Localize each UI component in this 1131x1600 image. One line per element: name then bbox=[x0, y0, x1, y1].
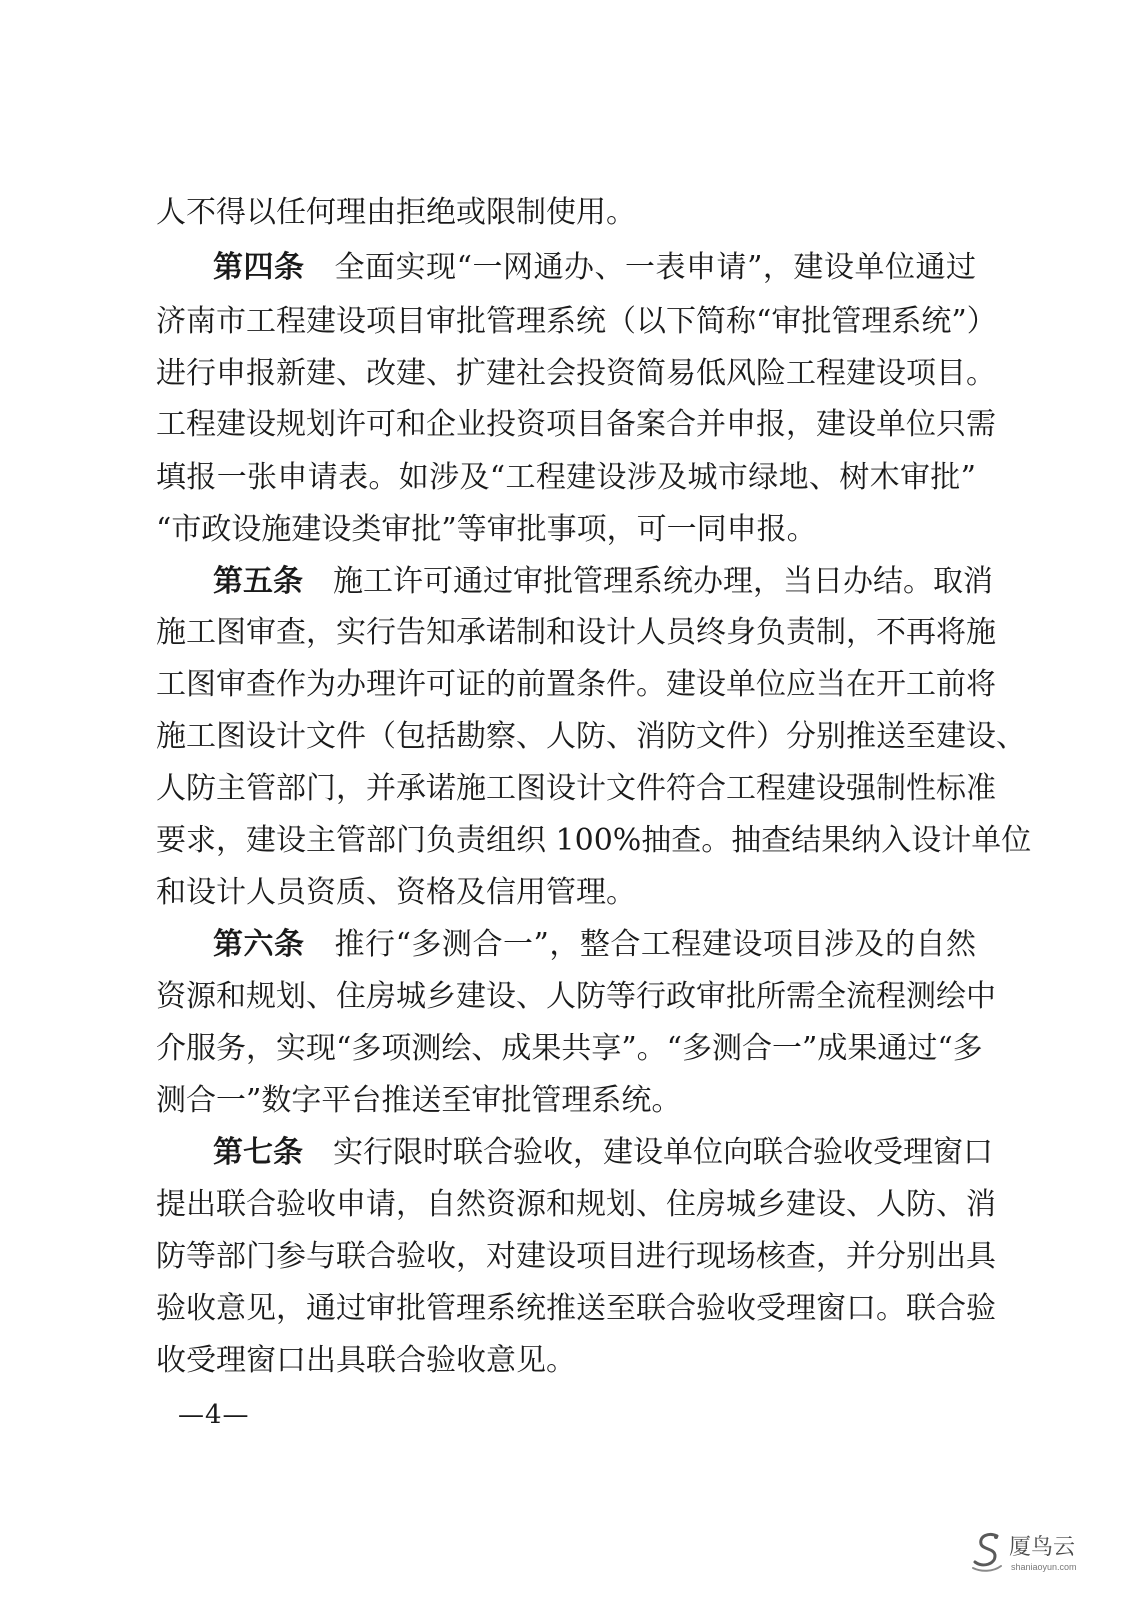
watermark bbox=[965, 1522, 1095, 1586]
text-line: 第五条 施工许可通过审批管理系统办理，当日办结。取消 bbox=[213, 564, 993, 599]
text-line: 第六条 推行“多测合一”，整合工程建设项目涉及的自然 bbox=[213, 927, 976, 962]
article-label: 第四条 bbox=[213, 250, 305, 285]
text-line: 第七条 实行限时联合验收，建设单位向联合验收受理窗口 bbox=[213, 1135, 993, 1170]
text-line: 施工图设计文件（包括勘察、人防、消防文件）分别推送至建设、 bbox=[156, 719, 1026, 754]
text-line: 收受理窗口出具联合验收意见。 bbox=[156, 1343, 576, 1378]
text-line: 和设计人员资质、资格及信用管理。 bbox=[156, 875, 636, 910]
text-line: 第四条 全面实现“一网通办、一表申请”，建设单位通过 bbox=[213, 250, 976, 285]
article-label: 第六条 bbox=[213, 927, 305, 962]
article-label: 第五条 bbox=[213, 564, 303, 599]
text-line: 填报一张申请表。如涉及“工程建设涉及城市绿地、树木审批” bbox=[156, 460, 976, 495]
text-line: 人防主管部门，并承诺施工图设计文件符合工程建设强制性标准 bbox=[156, 771, 996, 806]
watermark-url: shaniaoyun.com bbox=[1011, 1562, 1077, 1572]
article-label: 第七条 bbox=[213, 1135, 303, 1170]
page-number: —4— bbox=[178, 1400, 250, 1430]
text-line: 要求，建设主管部门负责组织 100%抽查。抽查结果纳入设计单位 bbox=[156, 823, 1032, 858]
text-line: 施工图审查，实行告知承诺制和设计人员终身负责制，不再将施 bbox=[156, 615, 996, 650]
text-line: 济南市工程建设项目审批管理系统（以下简称“审批管理系统”） bbox=[156, 304, 997, 339]
text-line: 验收意见，通过审批管理系统推送至联合验收受理窗口。联合验 bbox=[156, 1291, 996, 1326]
watermark-name: 厦鸟云 bbox=[1009, 1535, 1076, 1560]
text-line: 提出联合验收申请，自然资源和规划、住房城乡建设、人防、消 bbox=[156, 1187, 996, 1222]
bird-logo-icon bbox=[967, 1528, 1007, 1576]
text-line: 介服务，实现“多项测绘、成果共享”。“多测合一”成果通过“多 bbox=[156, 1031, 983, 1066]
text-line: “市政设施建设类审批”等审批事项，可一同申报。 bbox=[156, 512, 817, 547]
text-line: 测合一”数字平台推送至审批管理系统。 bbox=[156, 1083, 682, 1118]
text-line: 资源和规划、住房城乡建设、人防等行政审批所需全流程测绘中 bbox=[156, 979, 996, 1014]
text-line: 防等部门参与联合验收，对建设项目进行现场核查，并分别出具 bbox=[156, 1239, 996, 1274]
text-line: 进行申报新建、改建、扩建社会投资简易低风险工程建设项目。 bbox=[156, 356, 996, 391]
text-line: 人不得以任何理由拒绝或限制使用。 bbox=[156, 195, 636, 230]
text-line: 工程建设规划许可和企业投资项目备案合并申报，建设单位只需 bbox=[156, 407, 996, 442]
text-line: 工图审查作为办理许可证的前置条件。建设单位应当在开工前将 bbox=[156, 667, 996, 702]
